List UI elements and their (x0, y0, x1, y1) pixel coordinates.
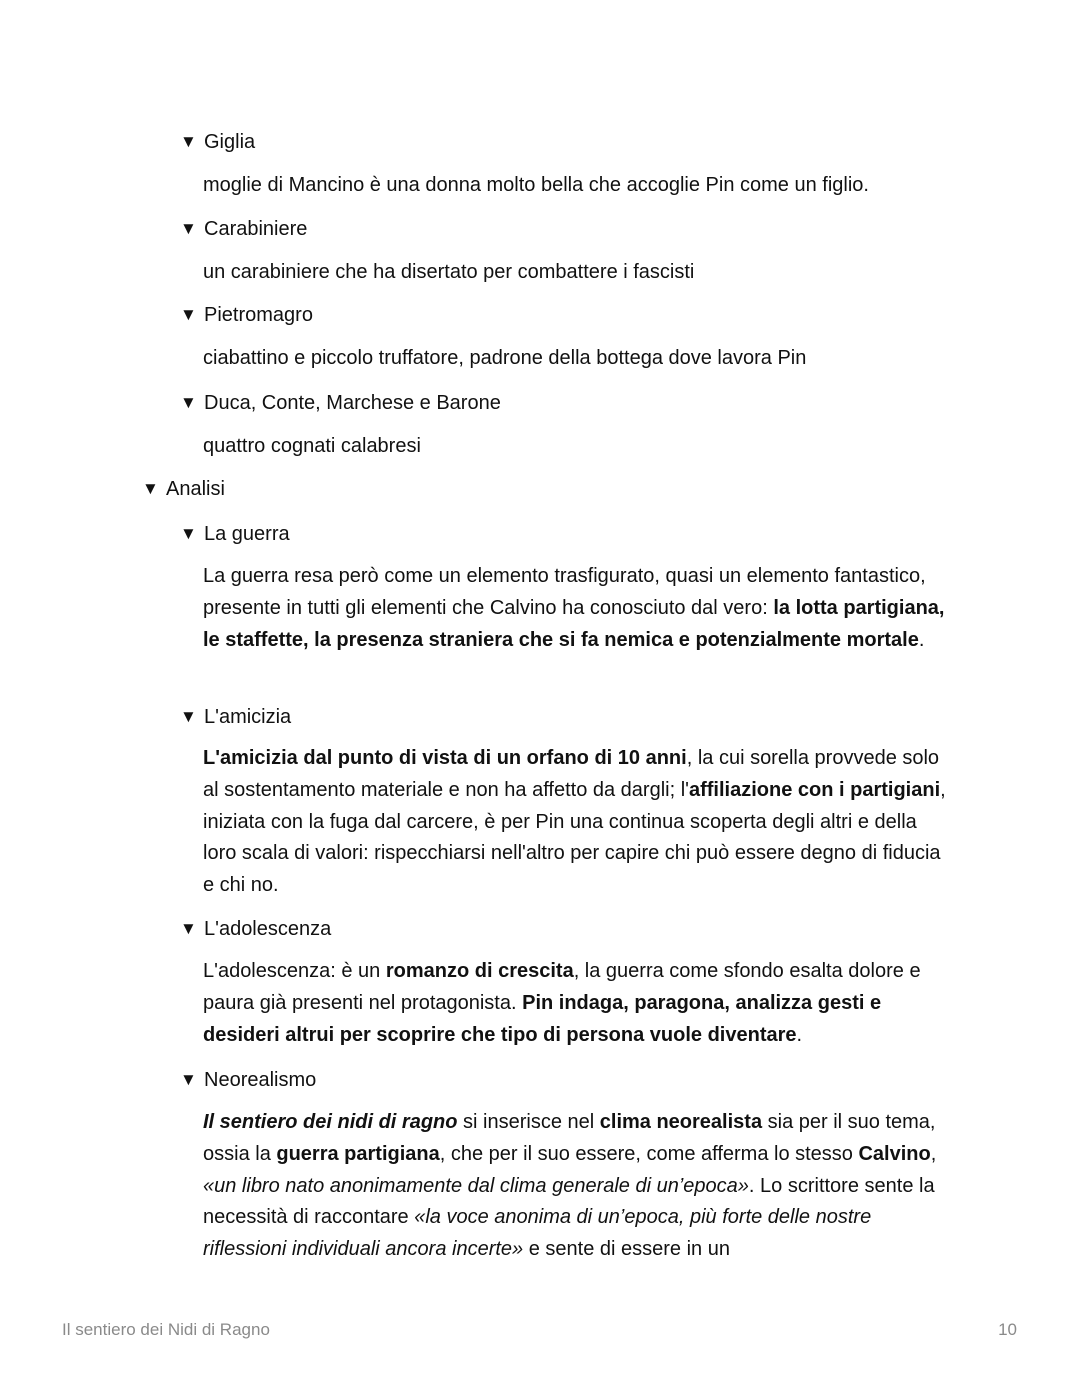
character-description: moglie di Mancino è una donna molto bella che accoglie Pin come un figlio. (203, 174, 869, 196)
toggle-amicizia[interactable] (180, 705, 291, 729)
toggle-label: Pietromagro (204, 304, 313, 326)
triangle-down-icon[interactable]: ▼ (180, 305, 197, 324)
toggle-giglia[interactable] (180, 130, 255, 154)
triangle-down-icon[interactable]: ▼ (180, 393, 197, 412)
toggle-analisi[interactable] (142, 477, 225, 501)
toggle-label: Carabiniere (204, 218, 308, 240)
character-description: quattro cognati calabresi (203, 435, 421, 457)
adolescenza-paragraph: L'adolescenza: è un romanzo di crescita, la guerra come sfondo esalta dolore e paura già presenti nel protagonista. Pin indaga, paragona, analizza gesti e desideri altrui per scoprire che tipo di persona vuole diventare. (203, 960, 921, 1046)
toggle-label: Analisi (166, 478, 225, 500)
footer-document-title: Il sentiero dei Nidi di Ragno (62, 1320, 270, 1339)
toggle-label: Duca, Conte, Marchese e Barone (204, 392, 501, 414)
toggle-la-guerra[interactable] (180, 522, 290, 546)
toggle-neorealismo[interactable] (180, 1068, 316, 1092)
toggle-label: L'adolescenza (204, 918, 332, 940)
toggle-label: Giglia (204, 131, 256, 153)
guerra-paragraph: La guerra resa però come un elemento trasfigurato, quasi un elemento fantastico, presente in tutti gli elementi che Calvino ha conosciuto dal vero: la lotta partigiana, le staffette, la presenza straniera che si fa nemica e potenzialmente mortale. (203, 565, 945, 651)
character-description: un carabiniere che ha disertato per combattere i fascisti (203, 261, 695, 283)
toggle-carabiniere[interactable] (180, 217, 307, 241)
triangle-down-icon[interactable]: ▼ (180, 219, 197, 238)
toggle-label: Neorealismo (204, 1069, 317, 1091)
toggle-duca-conte[interactable] (180, 391, 501, 415)
amicizia-paragraph: L'amicizia dal punto di vista di un orfano di 10 anni, la cui sorella provvede solo al sostentamento materiale e non ha affetto da dargli; l'affiliazione con i partigiani, iniziata con la fuga dal carcere, è per Pin una continua scoperta degli altri e della loro scala di valori: rispecchiarsi nell'altro per capire chi può essere degno di fiducia e chi no. (203, 747, 946, 897)
triangle-down-icon[interactable]: ▼ (142, 479, 159, 498)
page-number: 10 (998, 1320, 1017, 1339)
toggle-adolescenza[interactable] (180, 917, 331, 941)
triangle-down-icon[interactable]: ▼ (180, 524, 197, 543)
toggle-label: L'amicizia (204, 706, 292, 728)
triangle-down-icon[interactable]: ▼ (180, 132, 197, 151)
triangle-down-icon[interactable]: ▼ (180, 707, 197, 726)
triangle-down-icon[interactable]: ▼ (180, 1070, 197, 1089)
toggle-label: La guerra (204, 523, 290, 545)
neorealismo-paragraph: Il sentiero dei nidi di ragno si inserisce nel clima neorealista sia per il suo tema, ossia la guerra partigiana, che per il suo essere, come afferma lo stesso Calvino, «un libro nato anonimamente dal clima generale di un’epoca». Lo scrittore sente la necessità di raccontare «la voce anonima di un’epoca, più forte delle nostre riflessioni individuali ancora incerte» e sente di essere in un (203, 1111, 937, 1261)
triangle-down-icon[interactable]: ▼ (180, 919, 197, 938)
toggle-pietromagro[interactable] (180, 303, 313, 327)
character-description: ciabattino e piccolo truffatore, padrone della bottega dove lavora Pin (203, 347, 807, 369)
